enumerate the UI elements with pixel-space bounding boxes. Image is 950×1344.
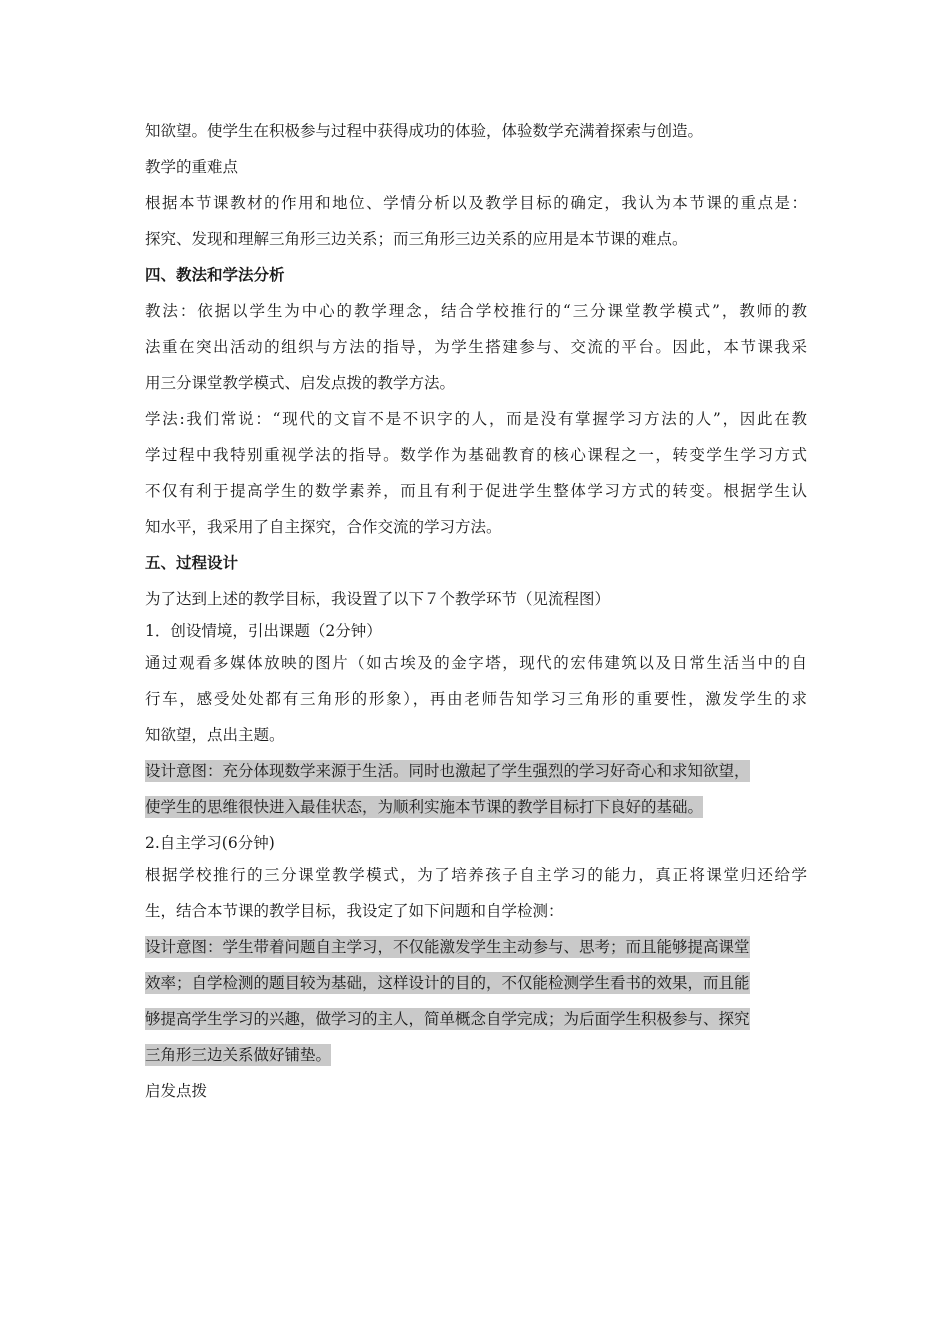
design-intent-line-2: 使学生的思维很快进入最佳状态，为顺利实施本节课的教学目标打下良好的基础。 — [145, 798, 704, 816]
subsection-heading-guidance: 启发点拨 — [145, 1082, 208, 1100]
text-line-9: 学法:我们常说：“现代的文盲不是不识字的人，而是没有掌握学习方法的人”，因此在教 — [145, 410, 807, 428]
design-intent-line-4: 效率；自学检测的题目较为基础，这样设计的目的，不仅能检测学生看书的效果，而且能 — [145, 974, 750, 992]
document-page — [145, 118, 807, 1114]
subsection-heading-1: 1．创设情境，引出课题（2分钟） — [145, 622, 382, 640]
subsection-heading-2: 2.自主学习(6分钟) — [145, 834, 275, 852]
text-line-1: 知欲望。使学生在积极参与过程中获得成功的体验，体验数学充满着探索与创造。 — [145, 122, 704, 140]
body-text — [145, 118, 807, 1104]
text-line-17: 行车，感受处处都有三角形的形象），再由老师告知学习三角形的重要性，激发学生的求 — [145, 690, 807, 708]
text-line-3: 根据本节课教材的作用和地位、学情分析以及教学目标的确定，我认为本节课的重点是： — [145, 194, 807, 212]
text-line-10: 学过程中我特别重视学法的指导。数学作为基础教育的核心课程之一，转变学生学习方式 — [145, 446, 807, 464]
section-heading-5: 五、过程设计 — [145, 553, 239, 572]
text-line-23: 生，结合本节课的教学目标，我设定了如下问题和自学检测： — [145, 902, 564, 920]
text-line-12: 知水平，我采用了自主探究，合作交流的学习方法。 — [145, 518, 502, 536]
text-line-14: 为了达到上述的教学目标，我设置了以下７个教学环节（见流程图） — [145, 590, 611, 608]
text-line-8: 用三分课堂教学模式、启发点拨的教学方法。 — [145, 374, 456, 392]
design-intent-line-3: 设计意图：学生带着问题自主学习，不仅能激发学生主动参与、思考；而且能够提高课堂 — [145, 938, 750, 956]
text-line-16: 通过观看多媒体放映的图片（如古埃及的金字塔，现代的宏伟建筑以及日常生活当中的自 — [145, 654, 807, 672]
section-heading-4: 四、教法和学法分析 — [145, 265, 285, 284]
section-heading-key-points: 教学的重难点 — [145, 158, 239, 176]
text-line-7: 法重在突出活动的组织与方法的指导，为学生搭建参与、交流的平台。因此，本节课我采 — [145, 338, 807, 356]
text-line-22: 根据学校推行的三分课堂教学模式，为了培养孩子自主学习的能力，真正将课堂归还给学 — [145, 866, 807, 884]
text-line-4: 探究、发现和理解三角形三边关系；而三角形三边关系的应用是本节课的难点。 — [145, 230, 688, 248]
text-line-11: 不仅有利于提高学生的数学素养，而且有利于促进学生整体学习方式的转变。根据学生认 — [145, 482, 807, 500]
design-intent-line-6: 三角形三边关系做好铺垫。 — [145, 1046, 332, 1064]
text-line-18: 知欲望，点出主题。 — [145, 726, 285, 744]
design-intent-line-1: 设计意图：充分体现数学来源于生活。同时也激起了学生强烈的学习好奇心和求知欲望， — [145, 762, 750, 780]
design-intent-line-5: 够提高学生学习的兴趣，做学习的主人，简单概念自学完成；为后面学生积极参与、探究 — [145, 1010, 750, 1028]
text-line-6: 教法：依据以学生为中心的教学理念，结合学校推行的“三分课堂教学模式”，教师的教 — [145, 302, 807, 320]
